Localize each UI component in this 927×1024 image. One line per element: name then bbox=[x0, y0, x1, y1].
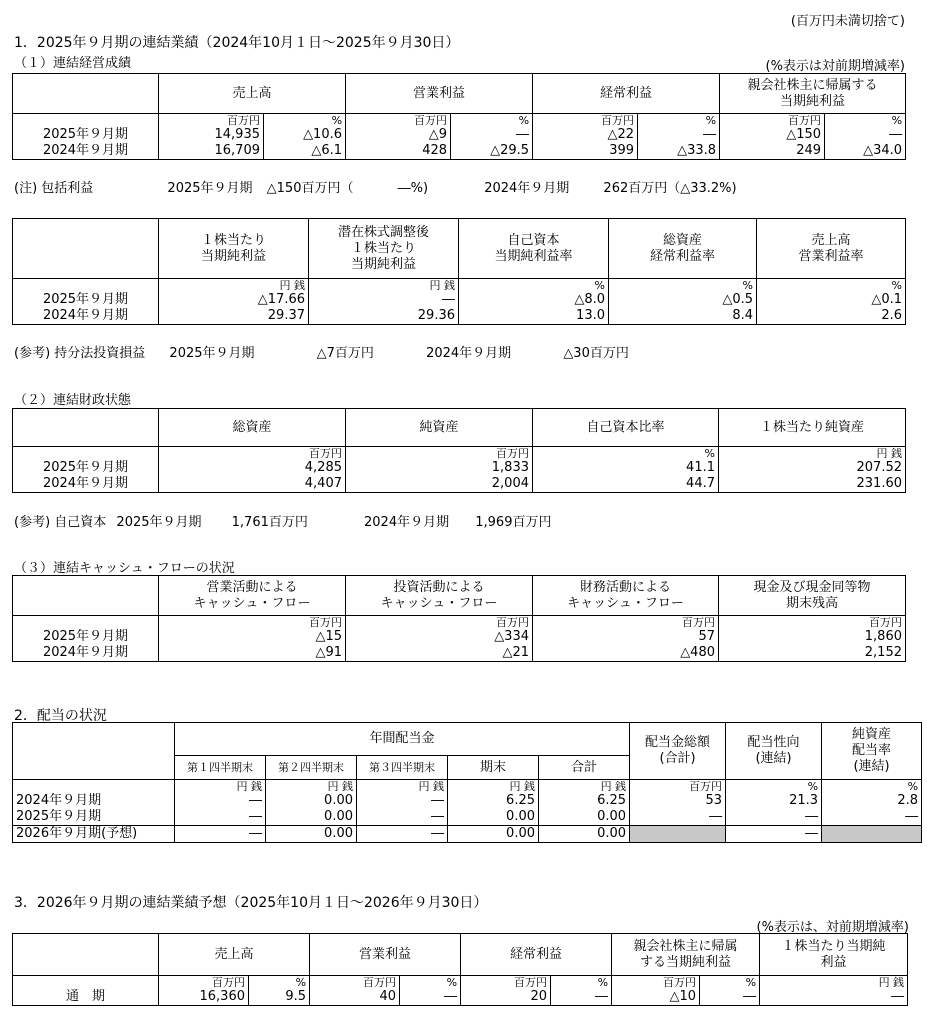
header-net-income: 親会社株主に帰属する 当期純利益 bbox=[720, 74, 906, 114]
table-row: 2025年９月期 14,935 △10.6 △9 ― △22 ― △150 ― bbox=[13, 127, 906, 143]
header-sales: 売上高 bbox=[159, 74, 346, 114]
equity-note: (参考) 自己資本 2025年９月期 1,761百万円 2024年９月期 1,969百万円 bbox=[14, 515, 552, 530]
header-forecast-ordinary-profit: 経常利益 bbox=[461, 934, 612, 976]
header-q1: 第１四半期末 bbox=[175, 756, 266, 780]
section-forecast-title: 3．2026年９月期の連結業績予想（2025年10月１日～2026年９月30日） bbox=[14, 895, 488, 911]
header-year-end: 期末 bbox=[448, 756, 539, 780]
table-row: 2024年９月期 △91 △21 △480 2,152 bbox=[13, 645, 906, 662]
header-ordinary-profit: 経常利益 bbox=[533, 74, 720, 114]
section-financial-position-title: （２）連結財政状態 bbox=[14, 393, 132, 408]
header-financing-cf: 財務活動による キャッシュ・フロー bbox=[533, 576, 719, 616]
header-forecast-operating-profit: 営業利益 bbox=[310, 934, 461, 976]
section-dividends-title: 2．配当の状況 bbox=[14, 708, 107, 724]
header-annual-dividend: 年間配当金 bbox=[175, 723, 630, 756]
header-roe: 自己資本 当期純利益率 bbox=[459, 219, 609, 279]
header-diluted-eps: 潜在株式調整後 １株当たり 当期純利益 bbox=[309, 219, 459, 279]
comprehensive-income-note: (注) 包括利益 2025年９月期 △150百万円（ ―%) 2024年９月期 262百万円（△33.2%) bbox=[14, 181, 737, 196]
table-row: 2024年９月期 29.37 29.36 13.0 8.4 2.6 bbox=[13, 308, 906, 325]
table-row: 2024年９月期 ― 0.00 ― 6.25 6.25 53 21.3 2.8 bbox=[13, 793, 922, 809]
header-q3: 第３四半期末 bbox=[357, 756, 448, 780]
header-operating-cf: 営業活動による キャッシュ・フロー bbox=[159, 576, 346, 616]
header-doe: 純資産 配当率 (連結) bbox=[822, 723, 922, 780]
unit-note: (百万円未満切捨て) bbox=[790, 14, 905, 29]
header-q2: 第２四半期末 bbox=[266, 756, 357, 780]
forecast-table: 売上高 営業利益 経常利益 親会社株主に帰属 する当期純利益 １株当たり当期純 利益 百万円 % 百万円 % 百万円 % 百万円 % 円 銭 通 期 16,360 9.5 40 ― 20 ― △10 ― ― bbox=[12, 933, 908, 1006]
per-share-table: １株当たり 当期純利益 潜在株式調整後 １株当たり 当期純利益 自己資本 当期純利益率 総資産 経常利益率 売上高 営業利益率 円 銭 円 銭 % % % 2025年９月期 △17.66 ― △8.0 △0.5 △0.1 2024年９月期 29.37 29.36 13.0 8.4 2.6 bbox=[12, 218, 906, 325]
table-row: 2025年９月期 △17.66 ― △8.0 △0.5 △0.1 bbox=[13, 292, 906, 308]
section-1-subtitle: （１）連結経営成績 bbox=[14, 56, 132, 71]
header-eps: １株当たり 当期純利益 bbox=[159, 219, 309, 279]
header-bps: １株当たり純資産 bbox=[719, 409, 906, 447]
financial-position-table: 総資産 純資産 自己資本比率 １株当たり純資産 百万円 百万円 % 円 銭 2025年９月期 4,285 1,833 41.1 207.52 2024年９月期 4,407 2,004 44.7 231.60 bbox=[12, 408, 906, 493]
table-row: 2025年９月期 4,285 1,833 41.1 207.52 bbox=[13, 460, 906, 476]
percent-note: (%表示は対前期増減率) bbox=[765, 59, 905, 74]
operating-results-table: 売上高 営業利益 経常利益 親会社株主に帰属する 当期純利益 百万円 % 百万円 % 百万円 % 百万円 % 2025年９月期 14,935 △10.6 △9 ― △22 ― △150 ― 2024年９月期 16,709 △6.1 428 △29.5 399 △33.8 249 △34.0 bbox=[12, 73, 906, 160]
equity-method-note: (参考) 持分法投資損益 2025年９月期 △7百万円 2024年９月期 △30百万円 bbox=[14, 346, 629, 361]
dividends-table: 年間配当金 配当金総額 (合計) 配当性向 (連結) 純資産 配当率 (連結) 第１四半期末 第２四半期末 第３四半期末 期末 合計 円 銭 円 銭 円 銭 円 銭 円 銭 百万円 % % 2024年９月期 ― 0.00 ― 6.25 6.25 53 21.3 2.8 2025年９月期 ― 0.00 ― 0.00 0.00 ― ― ― 2026年９月期(予想) ― 0.00 ― 0.00 0.00 ― bbox=[12, 722, 922, 843]
header-dividend-total: 配当金総額 (合計) bbox=[630, 723, 726, 780]
table-row: 2025年９月期 △15 △334 57 1,860 bbox=[13, 629, 906, 645]
header-equity-ratio: 自己資本比率 bbox=[533, 409, 719, 447]
table-row: 2024年９月期 4,407 2,004 44.7 231.60 bbox=[13, 476, 906, 493]
forecast-percent-note: (%表示は、対前期増減率) bbox=[756, 920, 909, 935]
section-cash-flow-title: （３）連結キャッシュ・フローの状況 bbox=[14, 561, 235, 576]
header-roa: 総資産 経常利益率 bbox=[609, 219, 757, 279]
section-1-title: 1．2025年９月期の連結業績（2024年10月１日～2025年９月30日） bbox=[14, 35, 460, 51]
table-row: 通 期 16,360 9.5 40 ― 20 ― △10 ― ― bbox=[13, 989, 908, 1006]
header-forecast-eps: １株当たり当期純 利益 bbox=[760, 934, 908, 976]
table-row: 2025年９月期 ― 0.00 ― 0.00 0.00 ― ― ― bbox=[13, 809, 922, 826]
header-total-assets: 総資産 bbox=[159, 409, 346, 447]
header-operating-margin: 売上高 営業利益率 bbox=[757, 219, 906, 279]
header-net-assets: 純資産 bbox=[346, 409, 533, 447]
header-cash-balance: 現金及び現金同等物 期末残高 bbox=[719, 576, 906, 616]
cash-flow-table: 営業活動による キャッシュ・フロー 投資活動による キャッシュ・フロー 財務活動による キャッシュ・フロー 現金及び現金同等物 期末残高 百万円 百万円 百万円 百万円 2025年９月期 △15 △334 57 1,860 2024年９月期 △91 △21 △480 2,152 bbox=[12, 575, 906, 662]
header-forecast-net-income: 親会社株主に帰属 する当期純利益 bbox=[612, 934, 760, 976]
header-total: 合計 bbox=[539, 756, 630, 780]
table-row: 2024年９月期 16,709 △6.1 428 △29.5 399 △33.8 249 △34.0 bbox=[13, 143, 906, 160]
header-operating-profit: 営業利益 bbox=[346, 74, 533, 114]
header-investing-cf: 投資活動による キャッシュ・フロー bbox=[346, 576, 533, 616]
table-row-forecast: 2026年９月期(予想) ― 0.00 ― 0.00 0.00 ― bbox=[13, 826, 922, 843]
header-payout-ratio: 配当性向 (連結) bbox=[726, 723, 822, 780]
header-forecast-sales: 売上高 bbox=[159, 934, 310, 976]
